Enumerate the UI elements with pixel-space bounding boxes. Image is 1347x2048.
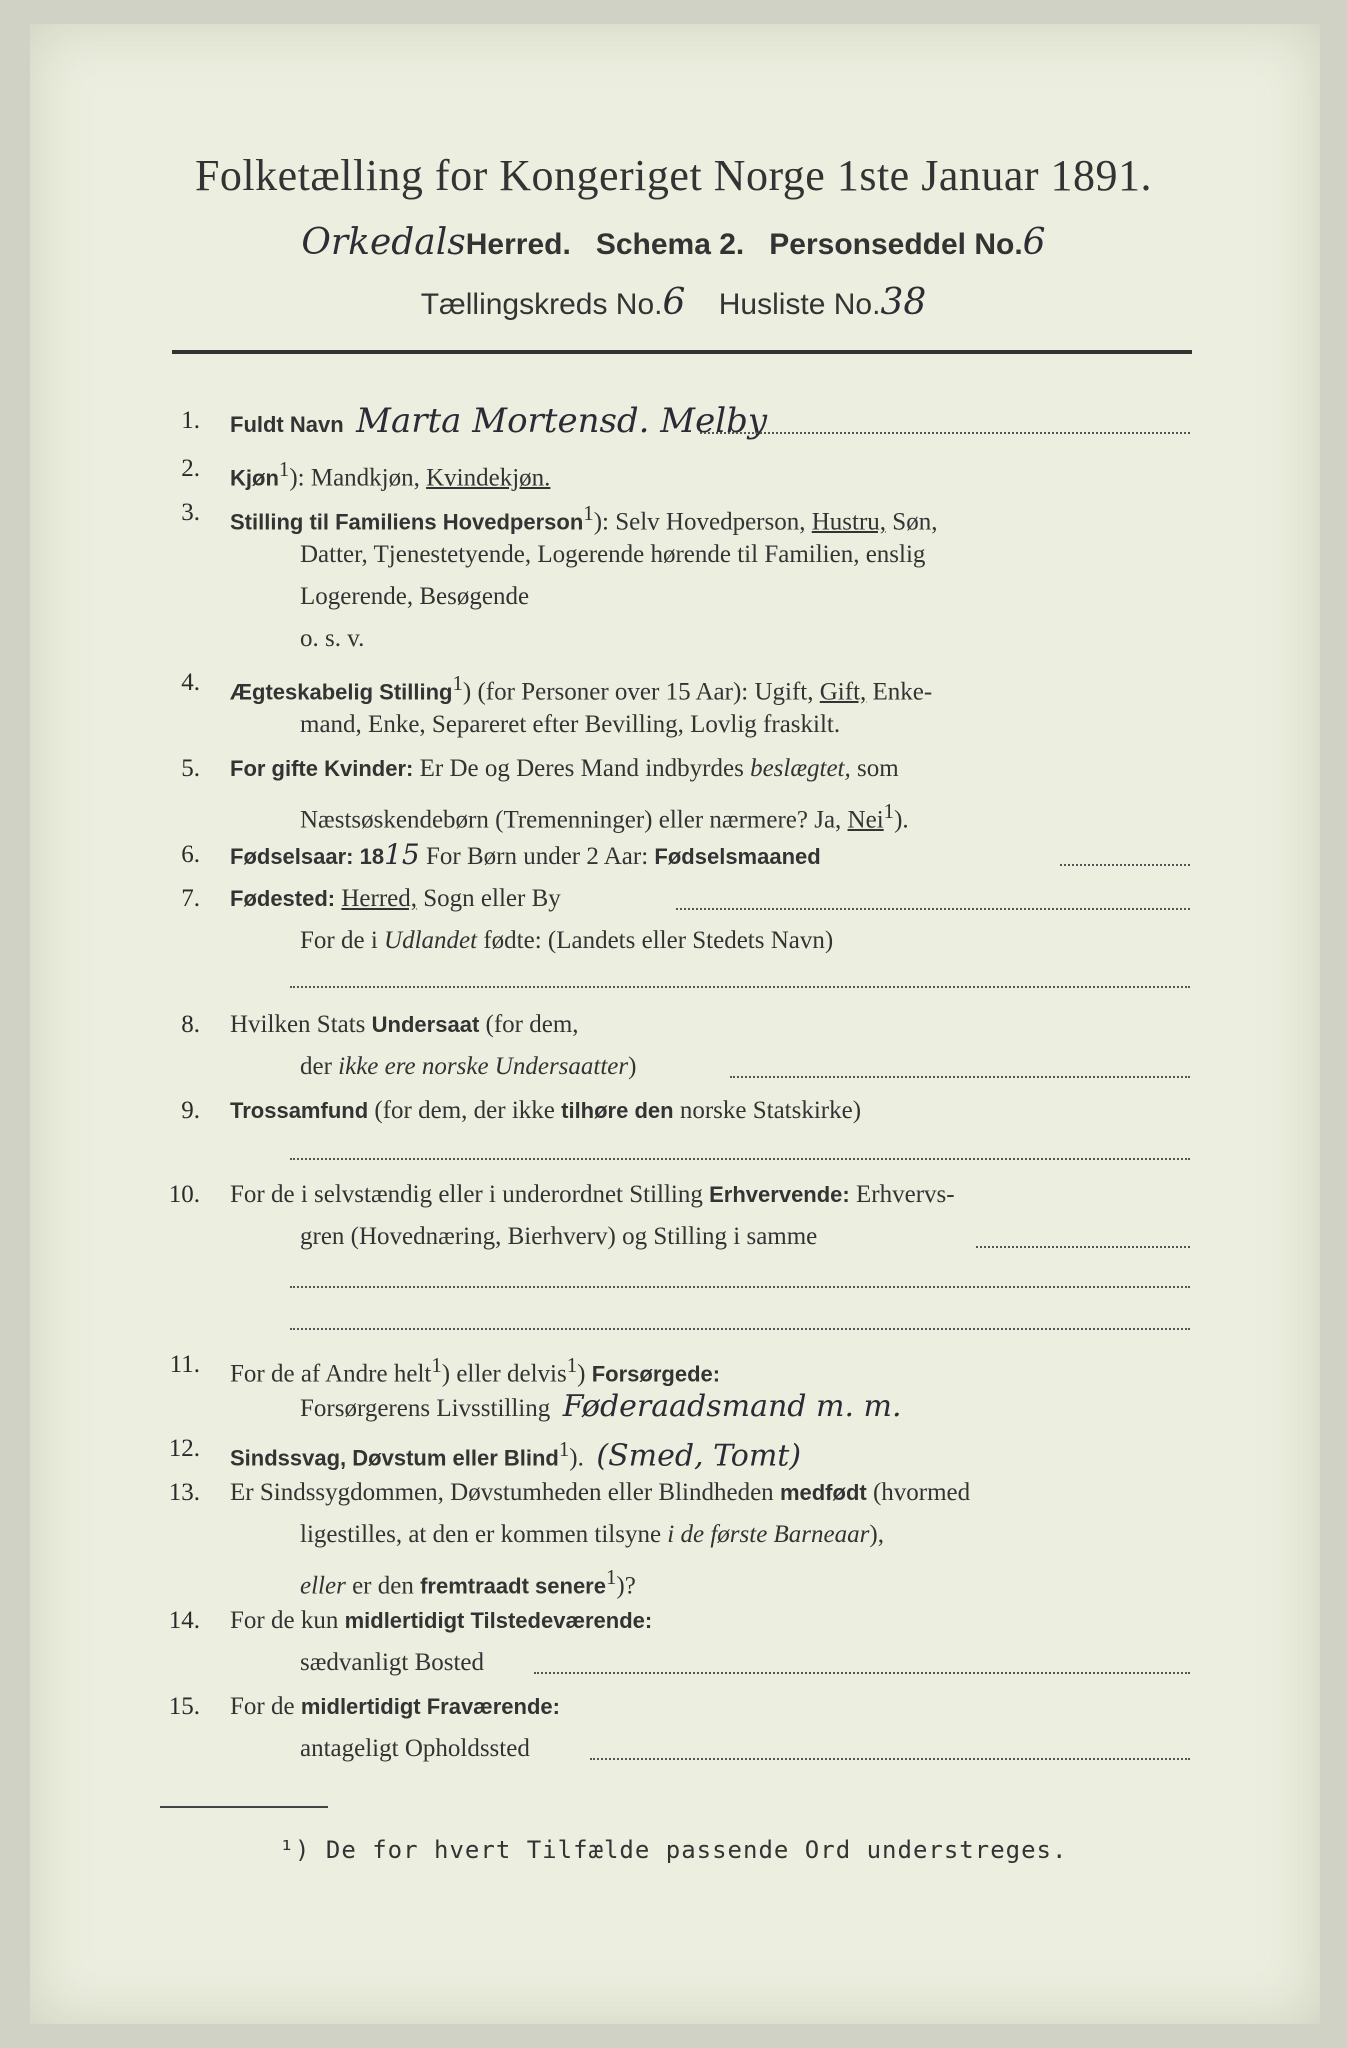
footnote-divider: [160, 1806, 328, 1808]
item-number: 5.: [181, 755, 200, 782]
form-subheader: [0, 222, 1347, 263]
footnote-ref: 1: [278, 457, 290, 481]
dotted-line: [730, 1076, 1190, 1078]
q8-line: ): [628, 1053, 637, 1080]
q3-label: Stilling til Familiens Hovedperson: [230, 509, 584, 535]
item-number: 3.: [181, 499, 200, 526]
item-number: 4.: [181, 669, 200, 696]
footnote-ref: 1: [566, 1353, 578, 1377]
item-number: 15.: [168, 1693, 200, 1720]
q6-answer: 15: [384, 838, 420, 871]
dotted-line: [290, 986, 1190, 988]
dotted-line: [590, 1758, 1190, 1760]
husliste-value: 38: [880, 282, 927, 323]
q5-text: som: [850, 755, 899, 782]
q3-line: Datter, Tjenestetyende, Logerende hørende til Familien, enslig: [300, 541, 926, 568]
herred-label: Herred.: [465, 228, 571, 261]
q14-text: For de kun: [230, 1607, 345, 1634]
q1-label: Fuldt Navn: [230, 412, 344, 437]
q5-selected-option: Nei: [847, 806, 884, 834]
item-number: 7.: [181, 885, 200, 912]
dotted-line: [290, 1158, 1190, 1160]
q15-label: midlertidigt Fraværende:: [300, 1694, 560, 1719]
q2-label: Kjøn: [230, 465, 279, 491]
personseddel-value: 6: [1022, 222, 1046, 263]
q7-italic-text: Udlandet: [384, 927, 478, 954]
q11-label: Forsørgede:: [591, 1361, 721, 1387]
footnote-ref: 1: [883, 799, 895, 823]
item-number: 10.: [168, 1181, 200, 1208]
q1-answer: Marta Mortensd. Melby: [356, 401, 768, 441]
footnote: ¹) De for hvert Tilfælde passende Ord understreges.: [279, 1836, 1068, 1864]
dotted-line: [1060, 864, 1190, 866]
q10-text: Erhvervs-: [849, 1181, 955, 1208]
q11-text: ): [577, 1360, 592, 1388]
q5-line: ).: [894, 806, 909, 834]
q2-selected-option: Kvindekjøn.: [426, 464, 551, 492]
q8-italic-text: ikke ere norske Undersaatter: [338, 1053, 629, 1080]
q9-bold-text: tilhøre den: [561, 1098, 674, 1123]
q13-italic-text: i de første Barneaar: [667, 1521, 870, 1548]
q11-text: ) eller delvis: [441, 1360, 567, 1388]
husliste-label: Husliste No.: [718, 288, 881, 321]
q11-text: For de af Andre helt: [230, 1360, 432, 1388]
q3-line: o. s. v.: [300, 625, 365, 652]
q3-line: Logerende, Besøgende: [300, 583, 530, 610]
q15-text: For de: [230, 1693, 301, 1720]
form-title: Folketælling for Kongeriget Norge 1ste Januar 1891.: [194, 151, 1153, 200]
q6-label: Fødselsaar: 18: [230, 844, 385, 869]
footnote-ref: 1: [605, 1565, 617, 1589]
q4-selected-option: Gift,: [819, 678, 867, 706]
kreds-value: 6: [662, 282, 686, 323]
q9-text: (for dem, der ikke: [368, 1097, 562, 1124]
dotted-line: [290, 1328, 1190, 1330]
q13-line: ),: [869, 1521, 884, 1548]
q6-text: For Børn under 2 Aar:: [419, 843, 655, 870]
q11-answer: Føderaadsmand m. m.: [562, 1389, 902, 1424]
q4-text: ) (for Personer over 15 Aar): Ugift,: [462, 678, 820, 706]
q8-text: (for dem,: [479, 1011, 579, 1038]
q4-text: Enke-: [866, 678, 933, 706]
q12-text: ).: [569, 1444, 584, 1472]
form-subheader-2: [0, 282, 1347, 323]
dotted-line: [534, 1672, 1190, 1674]
item-number: 8.: [181, 1011, 200, 1038]
q13-line: ligestilles, at den er kommen tilsyne: [300, 1521, 668, 1548]
item-number: 6.: [181, 841, 200, 868]
q6-label-2: Fødselsmaaned: [654, 844, 821, 869]
q13-bold-text: fremtraadt senere: [420, 1573, 606, 1599]
footnote-ref: 1: [431, 1353, 442, 1377]
q3-text: ): Selv Hovedperson,: [593, 508, 812, 536]
q5-text: Er De og Deres Mand indbyrdes: [413, 755, 751, 782]
q9-label: Trossamfund: [230, 1098, 369, 1123]
q13-bold-text: medfødt: [779, 1480, 867, 1505]
item-number: 12.: [168, 1435, 200, 1462]
q3-text: Søn,: [886, 508, 938, 536]
q13-text: (hvormed: [866, 1479, 971, 1506]
q13-italic-text: eller: [300, 1572, 346, 1600]
q7-line: For de i: [300, 927, 385, 954]
personseddel-label: Personseddel No.: [769, 228, 1023, 261]
q7-label: Fødested:: [230, 886, 336, 911]
q10-label: Erhvervende:: [709, 1182, 850, 1207]
q10-line: gren (Hovednæring, Bierhverv) og Stilling i samme: [300, 1223, 818, 1250]
q7-selected-option: Herred,: [341, 885, 418, 912]
q3-selected-option: Hustru,: [811, 508, 887, 536]
dotted-line: [676, 908, 1190, 910]
q14-line: sædvanligt Bosted: [300, 1649, 485, 1676]
item-number: 1.: [181, 407, 200, 434]
q5-italic-text: beslægtet,: [750, 755, 851, 782]
dotted-line: [290, 1286, 1190, 1288]
q5-label: For gifte Kvinder:: [230, 756, 414, 781]
q5-line: Næstsøskendebørn (Tremenninger) eller nærmere? Ja,: [300, 806, 848, 834]
footnote-ref: 1: [558, 1437, 570, 1461]
q10-text: For de i selvstændig eller i underordnet Stilling: [230, 1181, 710, 1208]
schema-label: Schema 2.: [595, 228, 745, 261]
item-number: 2.: [181, 455, 200, 482]
herred-value: Orkedals: [301, 222, 466, 263]
dotted-line: [700, 432, 1190, 434]
header-divider: [172, 350, 1192, 354]
q8-text: Hvilken Stats: [230, 1011, 372, 1038]
q12-answer: (Smed, Tomt): [596, 1438, 802, 1474]
item-number: 14.: [168, 1607, 200, 1634]
q15-line: antageligt Opholdssted: [300, 1735, 530, 1762]
q7-text: Sogn eller By: [417, 885, 561, 912]
item-number: 9.: [181, 1097, 200, 1124]
footnote-ref: 1: [583, 501, 594, 525]
q13-text: Er Sindssygdommen, Døvstumheden eller Blindheden: [230, 1479, 780, 1506]
q12-label: Sindssvag, Døvstum eller Blind: [230, 1445, 559, 1471]
item-number: 13.: [168, 1479, 200, 1506]
q7-line: fødte: (Landets eller Stedets Navn): [477, 927, 834, 954]
q13-line: )?: [616, 1572, 636, 1600]
q8-label: Undersaat: [371, 1012, 480, 1037]
dotted-line: [976, 1246, 1190, 1248]
q14-label: midlertidigt Tilstedeværende:: [344, 1608, 653, 1633]
q11-line: Forsørgerens Livsstilling: [300, 1395, 551, 1422]
q4-label: Ægteskabelig Stilling: [230, 679, 453, 705]
q4-line: mand, Enke, Separeret efter Bevilling, Lovlig fraskilt.: [300, 711, 841, 738]
kreds-label: Tællingskreds No.: [420, 288, 663, 321]
footnote-ref: 1: [452, 671, 463, 695]
q8-line: der: [300, 1053, 339, 1080]
q2-text: ): Mandkjøn,: [289, 464, 427, 492]
q13-line: er den: [345, 1572, 421, 1600]
q9-text: norske Statskirke): [673, 1097, 862, 1124]
item-number: 11.: [169, 1351, 200, 1378]
